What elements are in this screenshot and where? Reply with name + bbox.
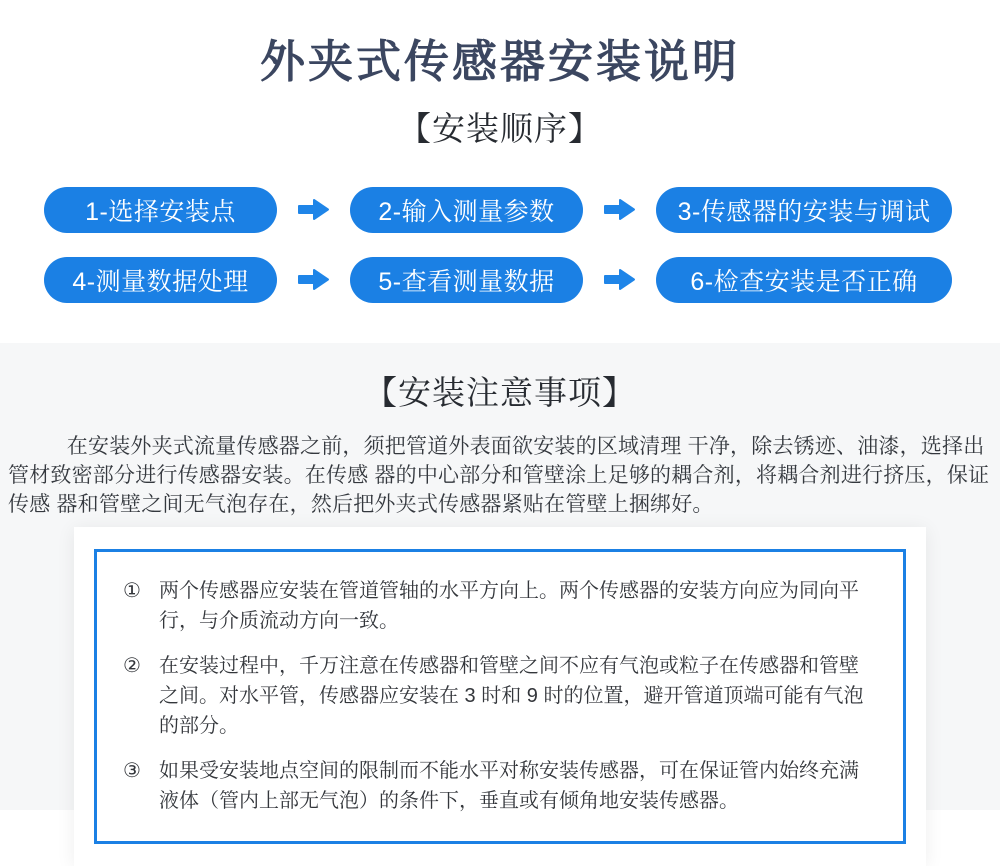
note-text: 两个传感器应安装在管道管轴的水平方向上。两个传感器的安装方向应为同向平行，与介质流动方向一致。 bbox=[159, 579, 859, 632]
note-item bbox=[123, 651, 877, 741]
right-arrow-icon bbox=[297, 267, 330, 292]
right-arrow-icon bbox=[603, 267, 636, 292]
installation-notes-section bbox=[0, 343, 1000, 810]
step-button-4[interactable]: 4-测量数据处理 bbox=[44, 257, 277, 303]
note-number-3: ③ bbox=[123, 759, 141, 782]
step-button-1[interactable]: 1-选择安装点 bbox=[44, 187, 277, 233]
note-item bbox=[123, 756, 877, 816]
note-text: 如果受安装地点空间的限制而不能水平对称安装传感器，可在保证管内始终充满液体（管内上部无气泡）的条件下，垂直或有倾角地安装传感器。 bbox=[159, 759, 859, 812]
notes-box bbox=[94, 549, 906, 844]
step-button-2[interactable]: 2-输入测量参数 bbox=[350, 187, 583, 233]
install-sequence-flow bbox=[44, 187, 956, 303]
step-button-5[interactable]: 5-查看测量数据 bbox=[350, 257, 583, 303]
installation-notes-intro: 在安装外夹式流量传感器之前，须把管道外表面欲安装的区域清理 干净，除去锈迹、油漆，选择出管材致密部分进行传感器安装。在传感 器的中心部分和管壁涂上足够的耦合剂，将耦合剂进行挤压，保证传感 器和管壁之间无气泡存在，然后把外夹式传感器紧贴在管壁上捆绑好。 bbox=[8, 434, 990, 516]
installation-notes-heading: 【安装注意事项】 bbox=[364, 373, 636, 411]
step-button-3[interactable]: 3-传感器的安装与调试 bbox=[656, 187, 952, 233]
right-arrow-icon bbox=[297, 197, 330, 222]
step-button-6[interactable]: 6-检查安装是否正确 bbox=[656, 257, 952, 303]
install-sequence-heading: 【安装顺序】 bbox=[398, 110, 602, 148]
right-arrow-icon bbox=[603, 197, 636, 222]
notes-card bbox=[74, 527, 926, 866]
page-title: 外夹式传感器安装说明 bbox=[259, 36, 740, 87]
note-number-1: ① bbox=[123, 579, 141, 602]
note-text: 在安装过程中，千万注意在传感器和管壁之间不应有气泡或粒子在传感器和管壁之间。对水平管，传感器应安装在 3 时和 9 时的位置，避开管道顶端可能有气泡的部分。 bbox=[159, 654, 864, 737]
note-item bbox=[123, 576, 877, 636]
note-number-2: ② bbox=[123, 654, 141, 677]
